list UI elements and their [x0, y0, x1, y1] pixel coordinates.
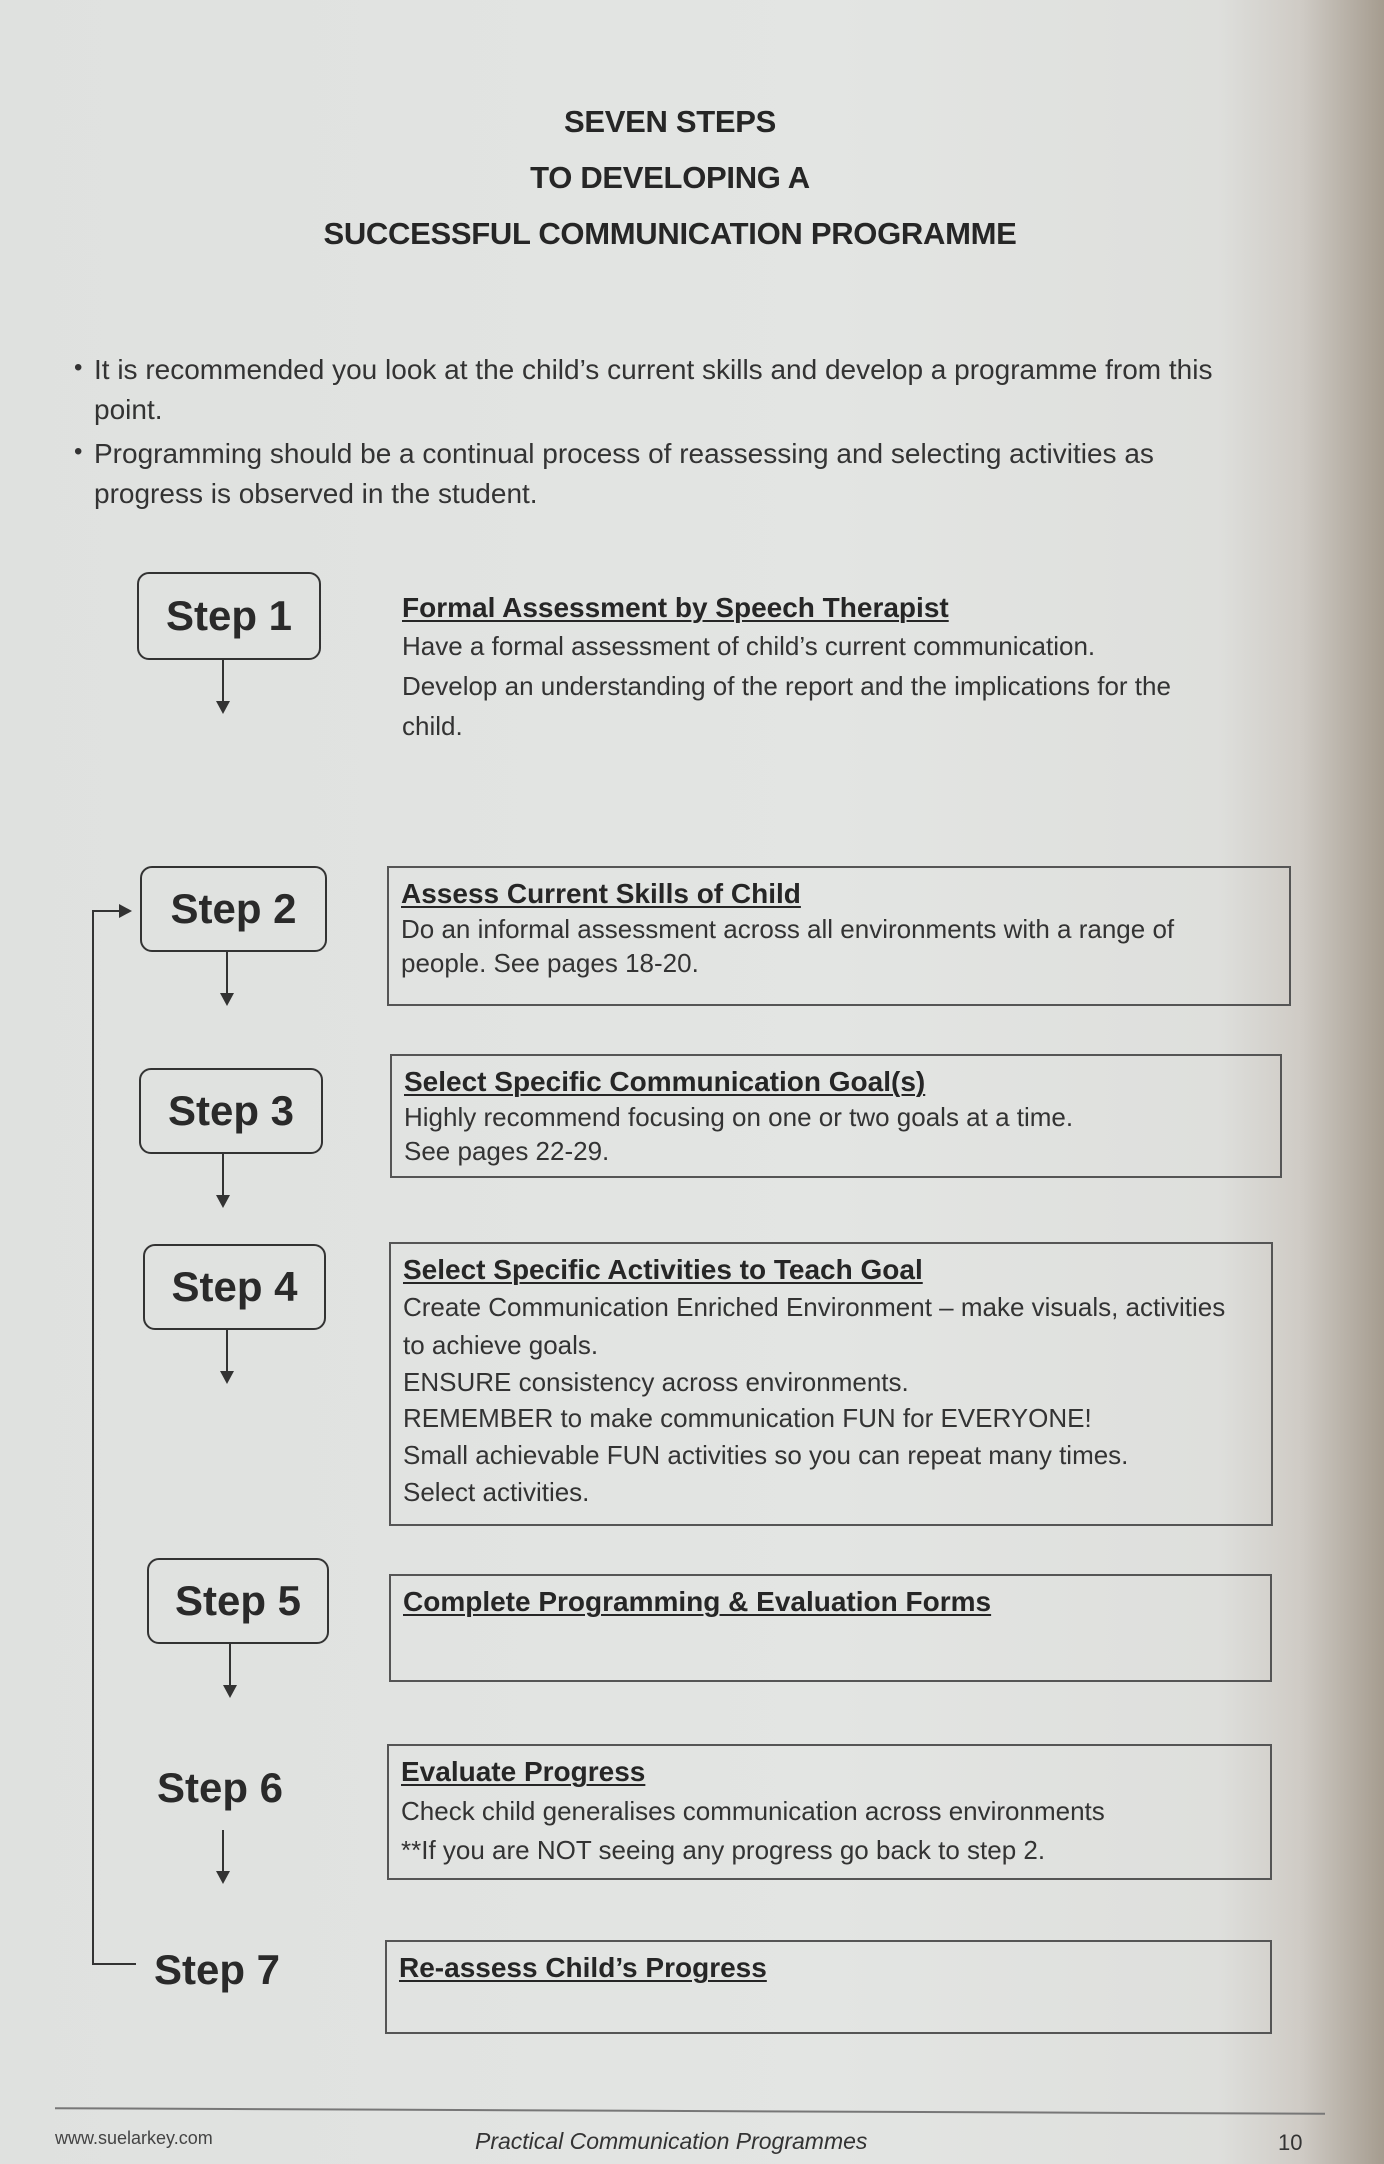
- loop-arrow-to-step-2: [92, 910, 120, 912]
- arrow-down-icon: [222, 660, 224, 712]
- step-2-heading: Assess Current Skills of Child: [401, 878, 801, 909]
- footer-divider: [55, 2107, 1325, 2115]
- step-4-line: Select activities.: [403, 1477, 590, 1507]
- step-3-line: See pages 22-29.: [404, 1136, 610, 1166]
- step-3-badge: [139, 1068, 323, 1154]
- step-3-line: Highly recommend focusing on one or two goals at a time.: [404, 1102, 1074, 1132]
- title-line-1: SEVEN STEPS: [563, 104, 777, 139]
- step-2-label: Step 2: [170, 885, 297, 932]
- step-5-label: Step 5: [174, 1577, 302, 1624]
- title-line-3: SUCCESSFUL COMMUNICATION PROGRAMME: [323, 216, 1017, 251]
- step-6-line: Check child generalises communication across environments: [401, 1796, 1105, 1826]
- step-4-line: Small achievable FUN activities so you can repeat many times.: [403, 1440, 1129, 1470]
- step-1-badge: [137, 572, 321, 660]
- bullet-item: • It is recommended you look at the child’s current skills and develop a programme from this point.: [70, 350, 1270, 430]
- step-3-content: [390, 1054, 1282, 1178]
- arrow-down-icon: [222, 1830, 224, 1882]
- arrow-down-icon: [226, 952, 228, 1004]
- step-4-badge: [143, 1244, 326, 1330]
- step-3-label: Step 3: [167, 1087, 295, 1134]
- arrow-down-icon: [229, 1644, 231, 1696]
- step-7-heading: Re-assess Child’s Progress: [399, 1952, 767, 1983]
- step-5-content: [389, 1574, 1272, 1682]
- loop-connector-from-step-7: [92, 1963, 136, 1965]
- step-3-heading: Select Specific Communication Goal(s): [404, 1066, 926, 1097]
- step-4-line: Create Communication Enriched Environment – make visuals, activities: [403, 1292, 1226, 1322]
- arrow-down-icon: [222, 1154, 224, 1206]
- footer-book-title: Practical Communication Programmes: [475, 2128, 868, 2154]
- step-1-line: Develop an understanding of the report and the implications for the: [402, 671, 1171, 701]
- page-number: 10: [1278, 2130, 1303, 2155]
- feedback-loop-line: [92, 910, 94, 1965]
- step-1-line: child.: [402, 711, 463, 741]
- step-4-line: ENSURE consistency across environments.: [403, 1367, 909, 1397]
- step-4-line: REMEMBER to make communication FUN for EVERYONE!: [403, 1403, 1092, 1433]
- step-7-label: Step 7: [154, 1946, 281, 1993]
- step-2-line: Do an informal assessment across all environments with a range of: [401, 914, 1175, 944]
- step-2-content: [387, 866, 1291, 1006]
- step-6-label: Step 6: [157, 1764, 284, 1811]
- step-6-line: **If you are NOT seeing any progress go back to step 2.: [401, 1835, 1046, 1865]
- step-4-line: to achieve goals.: [403, 1330, 599, 1360]
- step-2-line: people. See pages 18-20.: [401, 948, 699, 978]
- step-7-content: [385, 1940, 1272, 2034]
- intro-bullets: [70, 350, 1270, 516]
- step-6-heading: Evaluate Progress: [401, 1756, 646, 1787]
- step-1-label: Step 1: [165, 592, 293, 639]
- step-2-badge: [140, 866, 327, 952]
- step-4-label: Step 4: [171, 1263, 298, 1310]
- footer-website: www.suelarkey.com: [55, 2128, 213, 2148]
- step-4-heading: Select Specific Activities to Teach Goal: [403, 1254, 923, 1285]
- step-5-badge: [147, 1558, 329, 1644]
- arrow-down-icon: [226, 1330, 228, 1382]
- step-6-content: [387, 1744, 1272, 1880]
- step-4-content: [389, 1242, 1273, 1526]
- step-1-heading: Formal Assessment by Speech Therapist: [402, 592, 949, 623]
- step-5-heading: Complete Programming & Evaluation Forms: [403, 1586, 992, 1617]
- step-1-line: Have a formal assessment of child’s current communication.: [402, 631, 1096, 661]
- step-1-content: [402, 590, 1282, 746]
- bullet-item: • Programming should be a continual process of reassessing and selecting activities as progress is observed in the student.: [70, 434, 1270, 514]
- title-line-2: TO DEVELOPING A: [530, 160, 810, 195]
